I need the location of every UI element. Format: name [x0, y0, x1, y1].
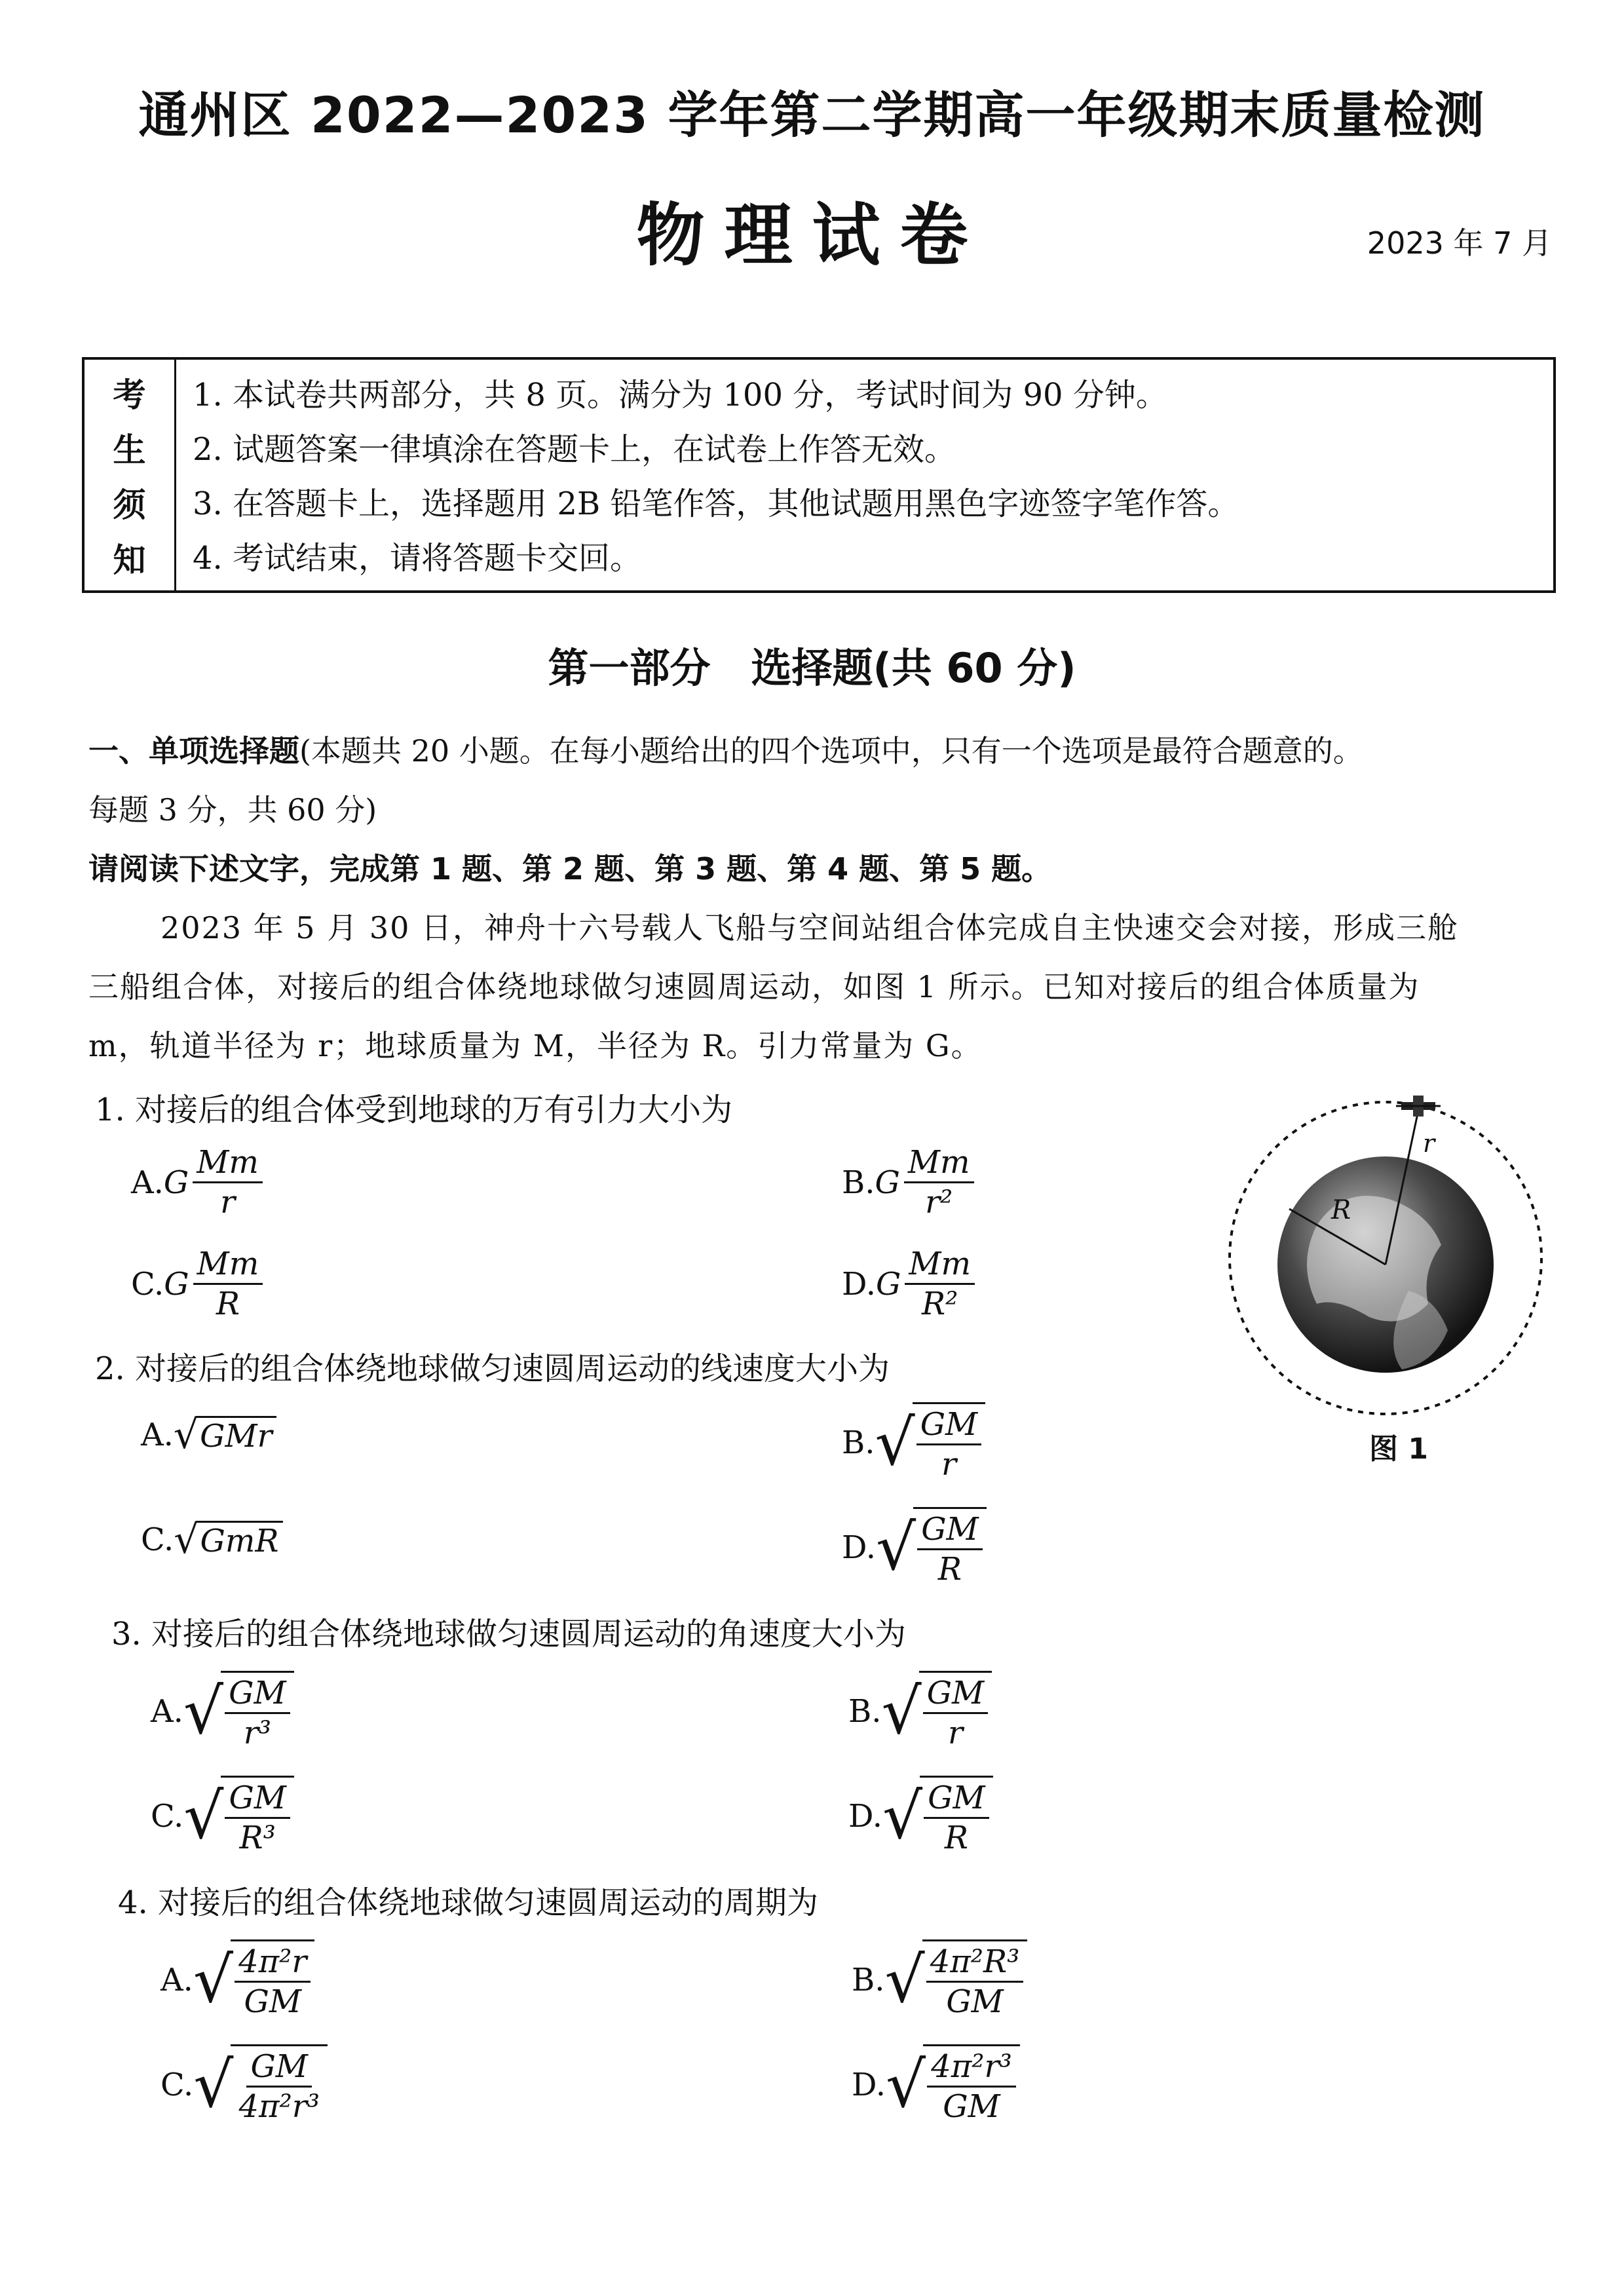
option-b: B. √ $\frac{GM}{r}$ [848, 1671, 992, 1752]
notice-label-char: 知 [113, 541, 146, 579]
fraction: $\frac{GM}{R}$ [924, 1779, 989, 1857]
fraction: $\frac{GM}{R}$ [917, 1510, 983, 1588]
fraction: $\frac{Mm}{r}$ [193, 1143, 263, 1221]
exam-date: 2023 年 7 月 [1367, 225, 1552, 261]
label-R: R [1331, 1195, 1351, 1225]
square-root: √ GmR [174, 1520, 282, 1559]
fraction: $\frac{Mm}{\text{r²}}$ [904, 1143, 974, 1221]
square-root: √ $\frac{\text{4π²r³}}{GM}$ [886, 2044, 1020, 2126]
square-root: √ $\frac{\text{4π²r}}{GM}$ [193, 1939, 314, 2021]
notice-item: 3. 在答题卡上，选择题用 2B 铅笔作答，其他试题用黑色字迹签字笔作答。 [193, 486, 1239, 522]
option-a: A. √ $\frac{\text{4π²r}}{GM}$ [161, 1939, 314, 2021]
option-b: B. √ $\frac{\text{4π²R³}}{GM}$ [852, 1939, 1027, 2021]
question-stem: 3. 对接后的组合体绕地球做匀速圆周运动的角速度大小为 [111, 1616, 907, 1652]
notice-label-char: 考 [113, 376, 146, 414]
square-root: √ $\frac{GM}{R}$ [882, 1776, 993, 1857]
square-root: √ $\frac{GM}{r}$ [875, 1402, 986, 1483]
option-d: D. √ $\frac{GM}{R}$ [842, 1507, 987, 1588]
square-root: √ $\frac{\text{4π²R³}}{GM}$ [885, 1939, 1028, 2021]
square-root: √ $\frac{GM}{\text{r³}}$ [183, 1671, 294, 1752]
option-c: C. √ GmR [141, 1520, 283, 1559]
notice-item: 2. 试题答案一律填涂在答题卡上，在试卷上作答无效。 [193, 431, 956, 468]
notice-label [85, 360, 176, 590]
section-desc-2: 每题 3 分，共 60 分) [88, 792, 377, 828]
option-d: D. √ $\frac{\text{4π²r³}}{GM}$ [852, 2044, 1020, 2126]
fraction: $\frac{GM}{r}$ [916, 1405, 982, 1483]
fraction: $\frac{Mm}{R}$ [193, 1245, 263, 1323]
passage-line: m，轨道半径为 r；地球质量为 M，半径为 R。引力常量为 G。 [88, 1028, 983, 1063]
question-stem: 4. 对接后的组合体绕地球做匀速圆周运动的周期为 [118, 1884, 819, 1921]
spacecraft-icon [1396, 1096, 1441, 1116]
notice-item: 4. 考试结束，请将答题卡交回。 [193, 540, 642, 577]
exam-subtitle: 物理试卷 [636, 195, 988, 275]
question-stem: 1. 对接后的组合体受到地球的万有引力大小为 [95, 1092, 733, 1128]
option-b: B. G $\frac{Mm}{\text{r²}}$ [842, 1143, 978, 1221]
option-d: D. √ $\frac{GM}{R}$ [848, 1776, 993, 1857]
square-root: √ $\frac{GM}{\text{4π²r³}}$ [193, 2044, 328, 2126]
passage-line: 三船组合体，对接后的组合体绕地球做匀速圆周运动，如图 1 所示。已知对接后的组合体质量为 [88, 969, 1420, 1004]
fraction: $\frac{\text{4π²r³}}{GM}$ [927, 2048, 1016, 2126]
fraction: $\frac{GM}{\text{r³}}$ [225, 1674, 290, 1752]
notice-box [82, 357, 1556, 593]
figure-caption: 图 1 [1369, 1432, 1428, 1466]
fraction: $\frac{\text{4π²R³}}{GM}$ [926, 1943, 1024, 2021]
option-c: C. G $\frac{Mm}{R}$ [131, 1245, 267, 1323]
square-root: √ GMr [174, 1415, 276, 1455]
notice-label-char: 生 [113, 431, 146, 469]
notice-label-char: 须 [113, 486, 146, 524]
square-root: √ $\frac{GM}{\text{R³}}$ [183, 1776, 294, 1857]
section-heading: 一、单项选择题 [88, 733, 299, 769]
section-description [88, 731, 1553, 771]
square-root: √ $\frac{GM}{R}$ [876, 1507, 987, 1588]
option-a: A. √ $\frac{GM}{\text{r³}}$ [151, 1671, 294, 1752]
exam-title: 通州区 2022—2023 学年第二学期高一年级期末质量检测 [138, 86, 1486, 144]
option-a: A. G $\frac{Mm}{r}$ [131, 1143, 267, 1221]
option-c: C. √ $\frac{GM}{\text{4π²r³}}$ [161, 2044, 328, 2126]
section-desc: (本题共 20 小题。在每小题给出的四个选项中，只有一个选项是最符合题意的。 [299, 733, 1363, 769]
fraction: $\frac{GM}{\text{4π²r³}}$ [238, 2048, 320, 2125]
label-r: r [1423, 1129, 1435, 1158]
option-b: B. √ $\frac{GM}{r}$ [842, 1402, 985, 1483]
notice-items [193, 374, 1547, 579]
fraction: $\frac{Mm}{\text{R²}}$ [905, 1245, 975, 1323]
square-root: √ $\frac{GM}{r}$ [882, 1671, 992, 1752]
fraction: $\frac{GM}{\text{R³}}$ [225, 1779, 290, 1857]
question-stem: 2. 对接后的组合体绕地球做匀速圆周运动的线速度大小为 [95, 1350, 890, 1387]
notice-item: 1. 本试卷共两部分，共 8 页。满分为 100 分，考试时间为 90 分钟。 [193, 377, 1167, 413]
passage-line: 2023 年 5 月 30 日，神舟十六号载人飞船与空间站组合体完成自主快速交会对接，形成三舱 [161, 910, 1459, 945]
reading-prompt: 请阅读下述文字，完成第 1 题、第 2 题、第 3 题、第 4 题、第 5 题。 [88, 851, 1052, 887]
option-c: C. √ $\frac{GM}{\text{R³}}$ [151, 1776, 294, 1857]
part-title: 第一部分 选择题(共 60 分) [548, 644, 1076, 692]
figure-earth-orbit [1218, 1075, 1559, 1441]
option-d: D. G $\frac{Mm}{\text{R²}}$ [842, 1245, 979, 1323]
fraction: $\frac{GM}{r}$ [923, 1674, 989, 1752]
fraction: $\frac{\text{4π²r}}{GM}$ [235, 1943, 311, 2021]
option-a: A. √ GMr [141, 1415, 276, 1455]
